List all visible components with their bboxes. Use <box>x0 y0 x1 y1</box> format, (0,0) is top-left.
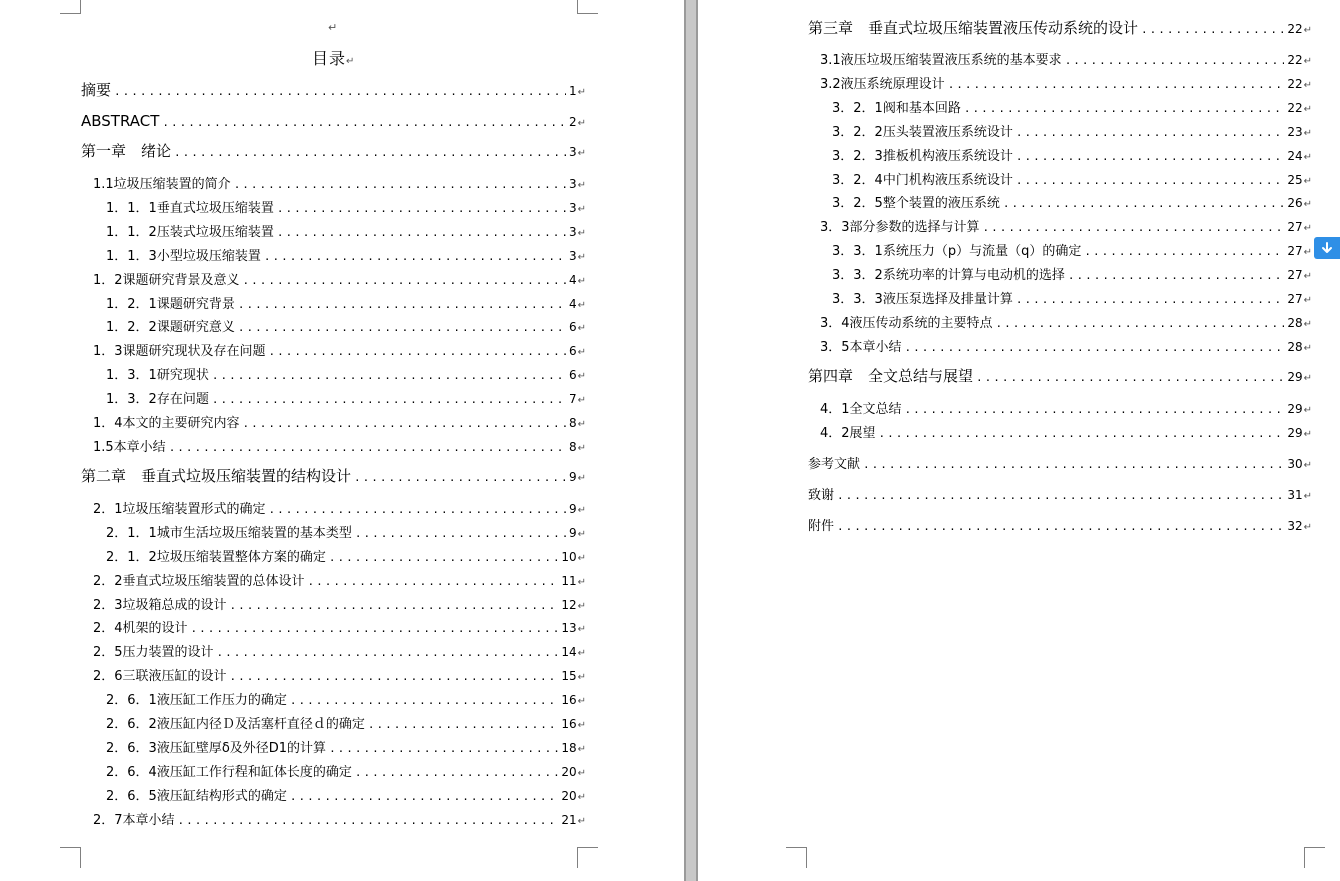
paragraph-mark: ↵ <box>577 300 586 311</box>
toc-page-number: 4 <box>568 273 577 287</box>
toc-entry-label: 1．1．1垂直式垃圾压缩装置 <box>106 201 274 216</box>
toc-entry-label: 3．2．5整个装置的液压系统 <box>832 196 1000 211</box>
paragraph-mark: ↵ <box>577 148 586 159</box>
paragraph-mark: ↵ <box>577 276 586 287</box>
margin-corner-bottom-right <box>577 847 598 868</box>
toc-entry-7[interactable] <box>832 195 1312 213</box>
toc-entry-label: 2．2垂直式垃圾压缩装置的总体设计 <box>93 574 305 589</box>
toc-page-number: 16 <box>561 717 577 731</box>
toc-entry-label: 2．6三联液压缸的设计 <box>93 669 227 684</box>
paragraph-mark: ↵ <box>577 204 586 215</box>
toc-dot-leader <box>269 344 566 360</box>
paragraph-mark: ↵ <box>1303 104 1312 115</box>
toc-page-number: 28 <box>1287 340 1303 354</box>
toc-page-number: 29 <box>1287 402 1303 416</box>
toc-entry-label: 1．2课题研究背景及意义 <box>93 273 240 288</box>
paragraph-mark: ↵ <box>577 624 586 635</box>
toc-entry-label: 3．2．3推板机构液压系统设计 <box>832 149 1013 164</box>
toc-page-number: 27 <box>1287 268 1303 282</box>
toc-entry-4[interactable] <box>832 124 1312 142</box>
toc-entry-9[interactable] <box>832 243 1312 261</box>
paragraph-mark: ↵ <box>577 505 586 516</box>
toc-entry-label: 3．3．1系统压力（p）与流量（q）的确定 <box>832 244 1082 259</box>
toc-entry-label: 2．1．1城市生活垃圾压缩装置的基本类型 <box>106 526 352 541</box>
toc-entry-label: 1．3．2存在问题 <box>106 392 209 407</box>
toc-entry-label: 附件 <box>808 519 835 534</box>
toc-dot-leader <box>230 669 559 685</box>
margin-corner-top-right <box>577 0 598 14</box>
toc-entry-29[interactable] <box>93 812 586 830</box>
toc-page-number: 8 <box>568 416 577 430</box>
toc-page-number: 6 <box>568 320 577 334</box>
toc-dot-leader <box>1068 268 1285 284</box>
toc-dot-leader <box>964 101 1285 117</box>
toc-dot-leader <box>1016 125 1285 141</box>
paragraph-mark: ↵ <box>577 371 586 382</box>
paragraph-mark: ↵ <box>577 816 586 827</box>
toc-page-number: 9 <box>568 502 577 516</box>
toc-dot-leader <box>368 717 559 733</box>
toc-dot-leader <box>905 340 1285 356</box>
paragraph-mark: ↵ <box>1303 429 1312 440</box>
toc-entry-5[interactable] <box>832 148 1312 166</box>
paragraph-mark: ↵ <box>577 601 586 612</box>
margin-corner-bottom-left <box>60 847 81 868</box>
paragraph-mark: ↵ <box>1303 405 1312 416</box>
toc-page-number: 28 <box>1287 316 1303 330</box>
toc-entry-label: 3．3．3液压泵选择及排量计算 <box>832 292 1013 307</box>
toc-entry-label: 2．1垃圾压缩装置形式的确定 <box>93 502 266 517</box>
toc-entry-16[interactable] <box>93 501 586 519</box>
toc-entry-1[interactable] <box>820 52 1312 70</box>
toc-entry-2[interactable] <box>820 76 1312 94</box>
toc-dot-leader <box>837 488 1284 504</box>
toc-dot-leader <box>230 598 559 614</box>
paragraph-mark: ↵ <box>1303 199 1312 210</box>
paragraph-mark: ↵ <box>1303 25 1312 36</box>
toc-entry-28[interactable] <box>106 788 586 806</box>
toc-entry-8[interactable] <box>106 296 586 314</box>
paragraph-mark: ↵ <box>577 768 586 779</box>
toc-entry-label: 3．2．4中门机构液压系统设计 <box>832 173 1013 188</box>
toc-entry-26[interactable] <box>106 740 586 758</box>
toc-entry-label: 摘要 <box>81 81 112 99</box>
toc-dot-leader <box>234 177 566 193</box>
paragraph-mark: ↵ <box>577 118 586 129</box>
paragraph-mark: ↵ <box>577 648 586 659</box>
page-gutter <box>684 0 698 881</box>
toc-entry-24[interactable] <box>106 692 586 710</box>
toc-page-number: 22 <box>1287 53 1303 67</box>
toc-dot-leader <box>114 84 566 100</box>
toc-dot-leader <box>290 693 559 709</box>
paragraph-mark: ↵ <box>577 720 586 731</box>
toc-entry-12[interactable] <box>106 391 586 409</box>
paragraph-mark: ↵ <box>1303 271 1312 282</box>
toc-entry-16[interactable] <box>820 425 1312 443</box>
paragraph-mark: ↵ <box>577 87 586 98</box>
toc-entry-11[interactable] <box>832 291 1312 309</box>
toc-entry-label: 2．4机架的设计 <box>93 621 188 636</box>
margin-corner-bottom-right <box>1304 847 1325 868</box>
toc-entry-label: 3．4液压传动系统的主要特点 <box>820 316 993 331</box>
toc-dot-leader <box>1065 53 1285 69</box>
toc-entry-11[interactable] <box>106 367 586 385</box>
toc-entry-9[interactable] <box>106 319 586 337</box>
toc-dot-leader <box>178 813 559 829</box>
toc-dot-leader <box>355 526 566 542</box>
toc-page-number: 11 <box>561 574 577 588</box>
toc-page-number: 32 <box>1287 519 1303 533</box>
toc-dot-leader <box>191 621 559 637</box>
toc-dot-leader <box>863 457 1284 473</box>
toc-page-number: 3 <box>568 249 577 263</box>
paragraph-mark: ↵ <box>1303 522 1312 533</box>
toc-entry-15[interactable] <box>81 468 586 487</box>
toc-page-number: 26 <box>1287 196 1303 210</box>
toc-entry-label: 2．6．4液压缸工作行程和缸体长度的确定 <box>106 765 352 780</box>
toc-entry-label: 2．6．2液压缸内径Ｄ及活塞杆直径ｄ的确定 <box>106 717 365 732</box>
paragraph-mark: ↵ <box>1303 56 1312 67</box>
toc-entry-label: 1．2．2课题研究意义 <box>106 320 235 335</box>
toc-page-number: 27 <box>1287 292 1303 306</box>
paragraph-mark: ↵ <box>577 577 586 588</box>
paragraph-mark: ↵ <box>577 228 586 239</box>
arrow-down-icon <box>1320 241 1334 255</box>
toc-entry-21[interactable] <box>93 620 586 638</box>
toc-dot-leader <box>212 392 566 408</box>
toc-entry-18[interactable] <box>808 487 1312 505</box>
paragraph-mark: ↵ <box>577 529 586 540</box>
paragraph-mark: ↵ <box>328 21 338 34</box>
toc-dot-leader <box>169 440 566 456</box>
toc-dot-leader <box>948 77 1285 93</box>
toc-entry-13[interactable] <box>820 339 1312 357</box>
toc-dot-leader <box>354 470 566 486</box>
paragraph-mark: ↵ <box>577 744 586 755</box>
toc-dot-leader <box>217 645 559 661</box>
toc-entry-label: 2．3垃圾箱总成的设计 <box>93 598 227 613</box>
toc-dot-leader <box>1141 22 1284 38</box>
toc-page-number: 25 <box>1287 173 1303 187</box>
toc-entry-6[interactable] <box>832 172 1312 190</box>
toc-dot-leader <box>1016 173 1285 189</box>
toc-page-number: 10 <box>561 550 577 564</box>
toc-dot-leader <box>996 316 1285 332</box>
toc-entry-14[interactable] <box>808 368 1312 387</box>
toc-entry-3[interactable] <box>832 100 1312 118</box>
toc-page-number: 27 <box>1287 244 1303 258</box>
toc-page-number: 6 <box>568 368 577 382</box>
toc-dot-leader <box>238 297 566 313</box>
toc-entry-27[interactable] <box>106 764 586 782</box>
toc-entry-label: 第二章 垂直式垃圾压缩装置的结构设计 <box>81 467 352 485</box>
toc-page-number: 14 <box>561 645 577 659</box>
toc-page-number: 9 <box>568 526 577 540</box>
toc-entry-label: 3.2液压系统原理设计 <box>820 77 945 92</box>
paragraph-mark: ↵ <box>577 553 586 564</box>
toc-dot-leader <box>1084 244 1284 260</box>
paragraph-mark: ↵ <box>577 696 586 707</box>
toc-entry-14[interactable] <box>93 439 586 457</box>
toc-entry-label: 1．3．1研究现状 <box>106 368 209 383</box>
toc-entry-2[interactable] <box>81 143 586 162</box>
toc-page-number: 4 <box>568 297 577 311</box>
toc-dot-leader <box>277 201 566 217</box>
toc-page-number: 12 <box>561 598 577 612</box>
toc-page-number: 6 <box>568 344 577 358</box>
toc-entry-7[interactable] <box>93 272 586 290</box>
toc-entry-label: 第一章 绪论 <box>81 142 172 160</box>
toc-dot-leader <box>329 741 558 757</box>
toc-dot-leader <box>269 502 566 518</box>
toc-dot-leader <box>983 220 1285 236</box>
toc-page-number: 16 <box>561 693 577 707</box>
toc-page-number: 20 <box>561 765 577 779</box>
toc-entry-label: 第四章 全文总结与展望 <box>808 367 974 385</box>
toc-page-number: 2 <box>568 115 577 129</box>
toc-entry-label: ABSTRACT <box>81 112 160 130</box>
toc-entry-label: 1．1．3小型垃圾压缩装置 <box>106 249 261 264</box>
toc-entry-label: 3．2．2压头装置液压系统设计 <box>832 125 1013 140</box>
toc-entry-label: 1．2．1课题研究背景 <box>106 297 235 312</box>
paragraph-mark: ↵ <box>1303 152 1312 163</box>
toc-entry-label: 1.1垃圾压缩装置的简介 <box>93 177 231 192</box>
toc-page-number: 1 <box>568 84 577 98</box>
toc-dot-leader <box>174 145 566 161</box>
margin-corner-bottom-left <box>786 847 807 868</box>
paragraph-mark: ↵ <box>577 672 586 683</box>
toc-entry-label: 1．3课题研究现状及存在问题 <box>93 344 266 359</box>
toc-entry-12[interactable] <box>820 315 1312 333</box>
toc-page-number: 3 <box>568 177 577 191</box>
toc-entry-label: 2．5压力装置的设计 <box>93 645 214 660</box>
scroll-down-button[interactable] <box>1314 237 1340 259</box>
toc-entry-label: 4．1全文总结 <box>820 402 902 417</box>
toc-page-number: 24 <box>1287 149 1303 163</box>
toc-entry-15[interactable] <box>820 401 1312 419</box>
toc-entry-1[interactable] <box>81 113 586 132</box>
paragraph-mark: ↵ <box>1303 373 1312 384</box>
paragraph-mark: ↵ <box>1303 343 1312 354</box>
toc-dot-leader <box>238 320 566 336</box>
toc-page-number: 29 <box>1287 426 1303 440</box>
toc-page-number: 15 <box>561 669 577 683</box>
toc-title: 目录↵ <box>312 49 356 68</box>
toc-dot-leader <box>1016 149 1285 165</box>
paragraph-mark: ↵ <box>1303 460 1312 471</box>
toc-page-number: 3 <box>568 225 577 239</box>
toc-entry-6[interactable] <box>106 248 586 266</box>
document-page-right[interactable] <box>698 0 1340 881</box>
toc-page-number: 21 <box>561 813 577 827</box>
toc-page-number: 22 <box>1287 101 1303 115</box>
toc-entry-17[interactable] <box>106 525 586 543</box>
paragraph-mark: ↵ <box>1303 295 1312 306</box>
toc-entry-label: 3．2．1阀和基本回路 <box>832 101 961 116</box>
toc-page-number: 29 <box>1287 370 1303 384</box>
toc-entry-8[interactable] <box>820 219 1312 237</box>
toc-dot-leader <box>243 416 566 432</box>
toc-entry-10[interactable] <box>832 267 1312 285</box>
paragraph-mark: ↵ <box>577 792 586 803</box>
toc-entry-label: 2．6．5液压缸结构形式的确定 <box>106 789 287 804</box>
toc-entry-0[interactable] <box>808 20 1312 39</box>
toc-dot-leader <box>277 225 566 241</box>
paragraph-mark: ↵ <box>1303 247 1312 258</box>
toc-page-number: 22 <box>1287 22 1303 36</box>
toc-page-number: 9 <box>568 470 577 484</box>
toc-dot-leader <box>355 765 559 781</box>
toc-page-number: 18 <box>561 741 577 755</box>
toc-entry-20[interactable] <box>93 597 586 615</box>
toc-page-number: 22 <box>1287 77 1303 91</box>
toc-entry-19[interactable] <box>93 573 586 591</box>
toc-dot-leader <box>879 426 1285 442</box>
toc-entry-label: 1.5本章小结 <box>93 440 166 455</box>
toc-page-number: 31 <box>1287 488 1303 502</box>
paragraph-mark: ↵ <box>577 419 586 430</box>
toc-entry-0[interactable] <box>81 82 586 101</box>
paragraph-mark: ↵ <box>1303 319 1312 330</box>
toc-entry-label: 2．1．2垃圾压缩装置整体方案的确定 <box>106 550 326 565</box>
toc-entry-label: 3．3．2系统功率的计算与电动机的选择 <box>832 268 1065 283</box>
paragraph-mark: ↵ <box>577 443 586 454</box>
toc-entry-label: 第三章 垂直式垃圾压缩装置液压传动系统的设计 <box>808 19 1139 37</box>
toc-page-number: 23 <box>1287 125 1303 139</box>
toc-entry-13[interactable] <box>93 415 586 433</box>
paragraph-mark: ↵ <box>1303 491 1312 502</box>
toc-page-number: 13 <box>561 621 577 635</box>
toc-page-number: 30 <box>1287 457 1303 471</box>
toc-entry-label: 参考文献 <box>808 457 861 472</box>
paragraph-mark: ↵ <box>577 473 586 484</box>
paragraph-mark: ↵ <box>1303 128 1312 139</box>
toc-page-number: 3 <box>568 201 577 215</box>
paragraph-mark: ↵ <box>577 180 586 191</box>
toc-page-number: 3 <box>568 145 577 159</box>
paragraph-mark: ↵ <box>577 252 586 263</box>
toc-dot-leader <box>243 273 566 289</box>
toc-dot-leader <box>308 574 559 590</box>
toc-entry-17[interactable] <box>808 456 1312 474</box>
toc-entry-18[interactable] <box>106 549 586 567</box>
toc-dot-leader <box>905 402 1285 418</box>
toc-page-number: 7 <box>568 392 577 406</box>
paragraph-mark: ↵ <box>1303 223 1312 234</box>
toc-dot-leader <box>976 370 1284 386</box>
toc-entry-4[interactable] <box>106 200 586 218</box>
toc-entry-25[interactable] <box>106 716 586 734</box>
toc-dot-leader <box>837 519 1284 535</box>
toc-entry-label: 4．2展望 <box>820 426 876 441</box>
toc-entry-5[interactable] <box>106 224 586 242</box>
toc-dot-leader <box>329 550 559 566</box>
toc-entry-23[interactable] <box>93 668 586 686</box>
toc-entry-label: 1．1．2压装式垃圾压缩装置 <box>106 225 274 240</box>
paragraph-mark: ↵ <box>1303 176 1312 187</box>
toc-entry-3[interactable] <box>93 176 586 194</box>
toc-page-number: 20 <box>561 789 577 803</box>
paragraph-mark: ↵ <box>577 347 586 358</box>
toc-entry-label: 致谢 <box>808 488 835 503</box>
toc-dot-leader <box>1016 292 1285 308</box>
toc-dot-leader <box>212 368 566 384</box>
paragraph-mark: ↵ <box>1303 80 1312 91</box>
toc-entry-label: 3.1液压垃圾压缩装置液压系统的基本要求 <box>820 53 1062 68</box>
toc-dot-leader <box>162 115 566 131</box>
toc-entry-label: 2．6．3液压缸壁厚δ及外径D1的计算 <box>106 741 327 756</box>
toc-entry-22[interactable] <box>93 644 586 662</box>
toc-entry-label: 2．7本章小结 <box>93 813 175 828</box>
toc-entry-label: 3．3部分参数的选择与计算 <box>820 220 980 235</box>
paragraph-mark: ↵ <box>577 395 586 406</box>
toc-page-number: 8 <box>568 440 577 454</box>
toc-entry-10[interactable] <box>93 343 586 361</box>
paragraph-mark: ↵ <box>577 323 586 334</box>
toc-page-number: 27 <box>1287 220 1303 234</box>
toc-entry-label: 2．6．1液压缸工作压力的确定 <box>106 693 287 708</box>
toc-entry-label: 1．4本文的主要研究内容 <box>93 416 240 431</box>
toc-entry-label: 3．5本章小结 <box>820 340 902 355</box>
margin-corner-top-left <box>60 0 81 14</box>
toc-dot-leader <box>1003 196 1285 212</box>
toc-dot-leader <box>264 249 566 265</box>
toc-entry-19[interactable] <box>808 518 1312 536</box>
toc-dot-leader <box>290 789 559 805</box>
